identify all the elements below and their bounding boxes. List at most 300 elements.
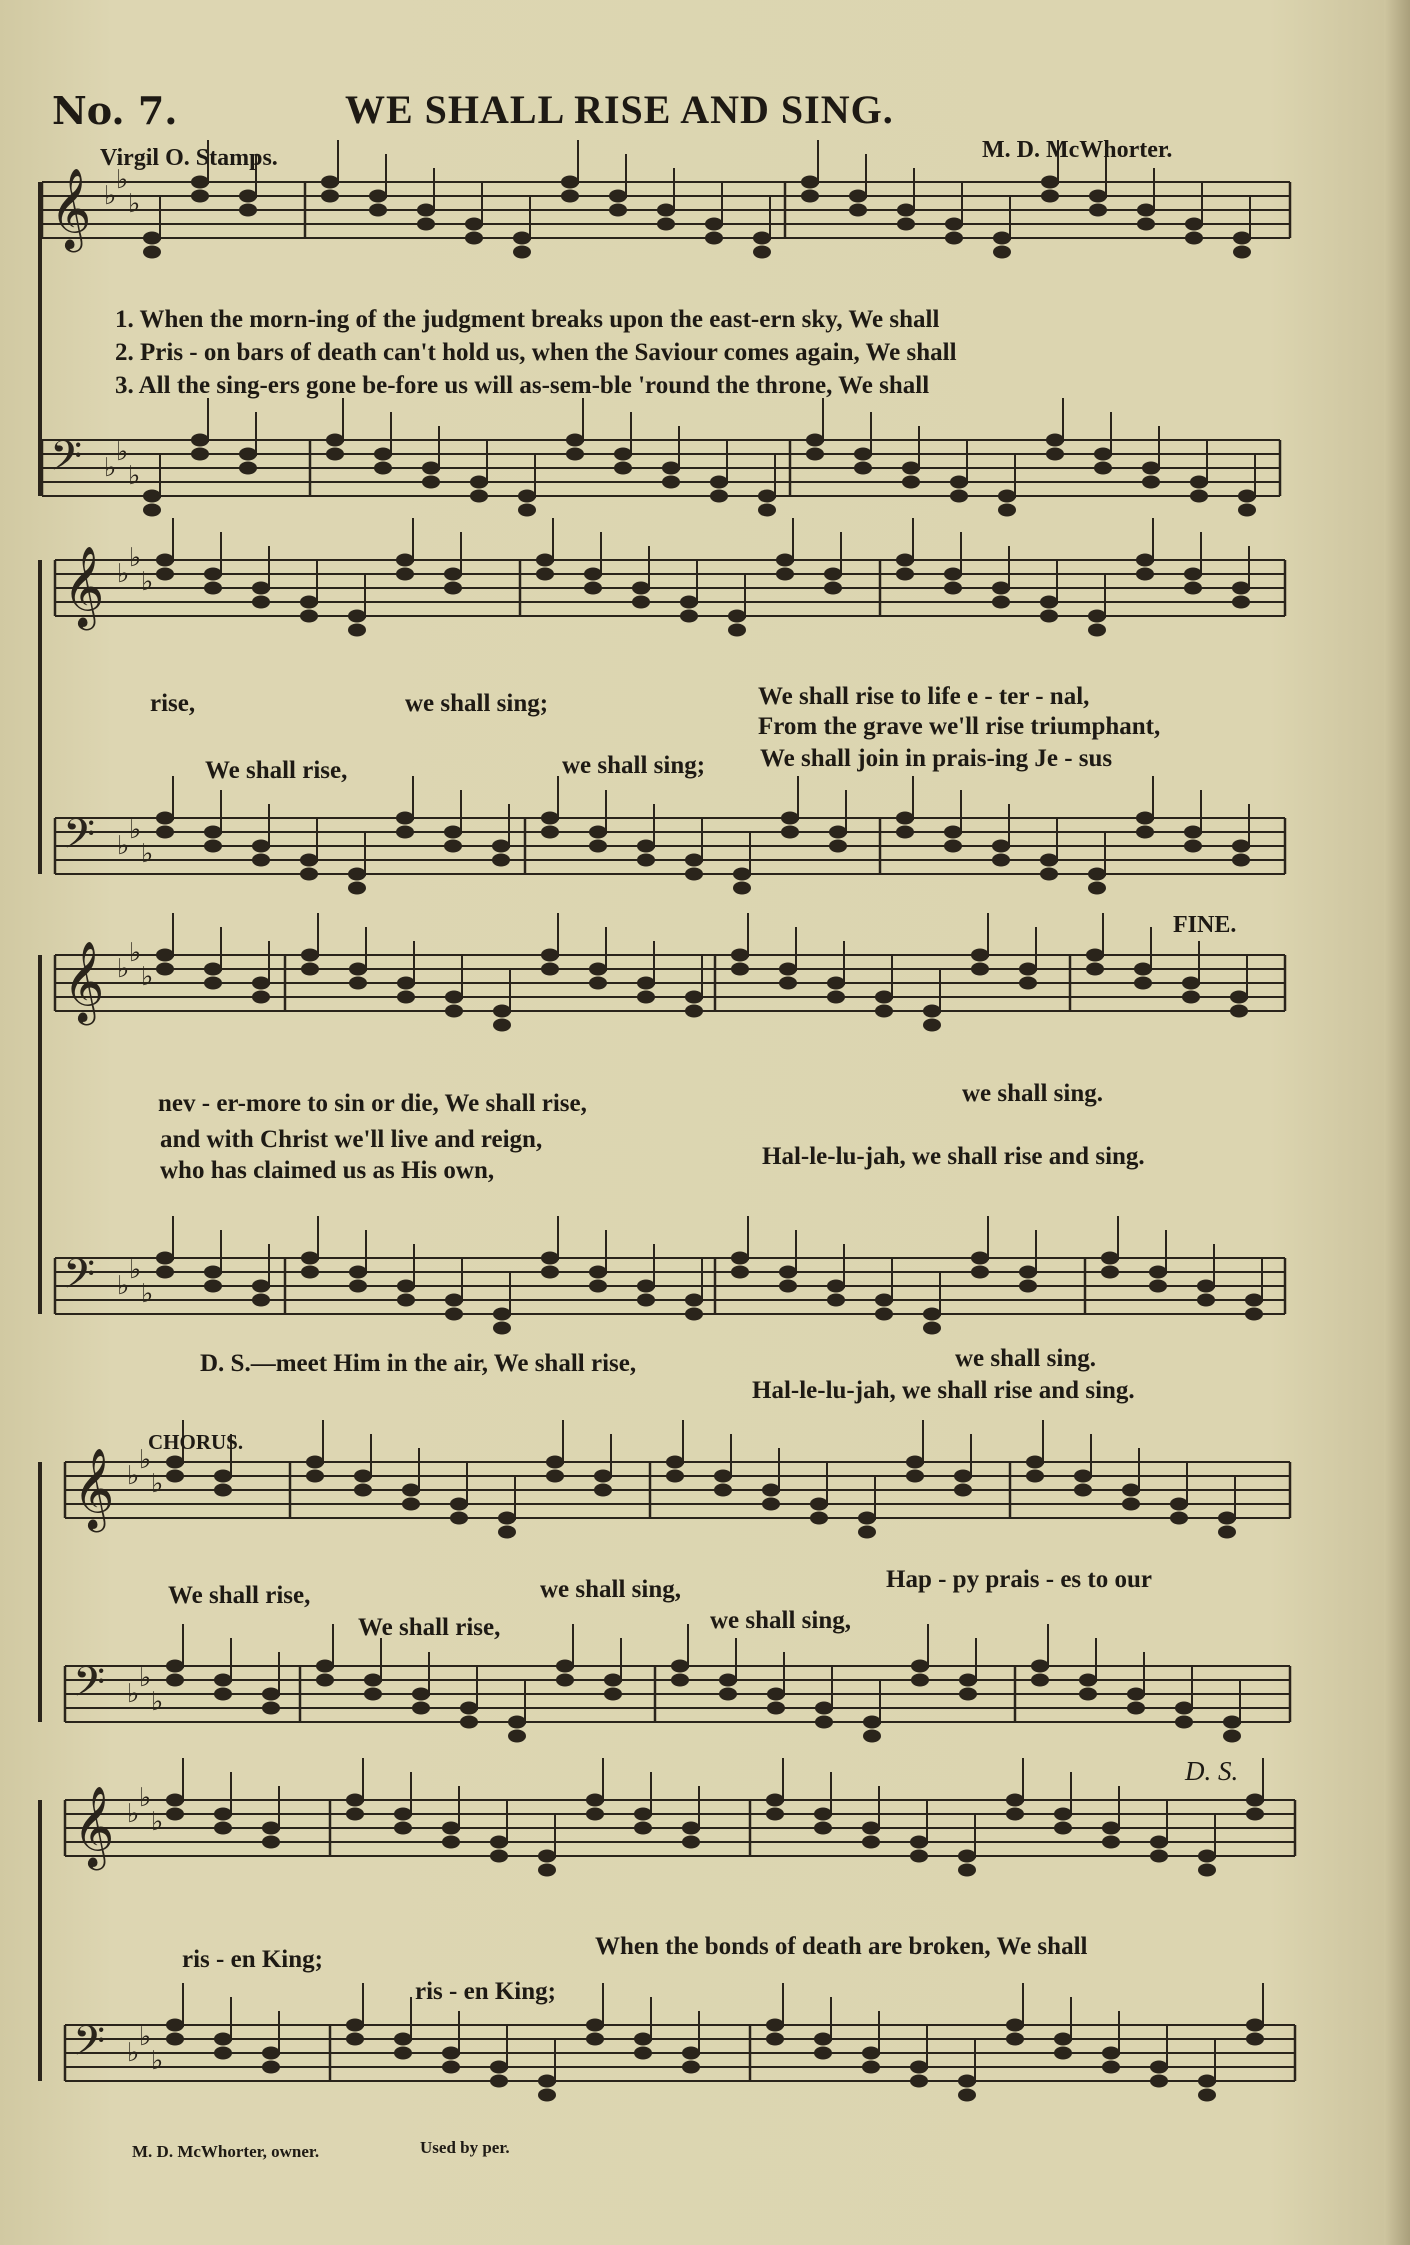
note-stem <box>230 1772 232 1816</box>
note-head <box>1246 1808 1264 1821</box>
note-head <box>632 582 650 595</box>
note-stem <box>870 412 872 456</box>
note-stem <box>782 1983 784 2027</box>
note-head <box>589 840 607 853</box>
note-head <box>252 840 270 853</box>
note-head <box>493 1019 511 1032</box>
note-head <box>349 1280 367 1293</box>
note-head <box>252 1280 270 1293</box>
note-head <box>1233 232 1251 245</box>
note-stem <box>1014 454 1016 498</box>
note-head <box>705 232 723 245</box>
note-head <box>214 1822 232 1835</box>
note-head <box>1054 2033 1072 2046</box>
note-stem <box>735 1638 737 1682</box>
lyric-risen-king-bass: ris - en King; <box>415 1978 556 2005</box>
note-head <box>1238 490 1256 503</box>
note-head <box>637 854 655 867</box>
flat-sign: ♭ <box>139 1783 152 1813</box>
note-stem <box>918 426 920 470</box>
note-head <box>944 840 962 853</box>
note-stem <box>648 546 650 590</box>
note-head <box>1006 1808 1024 1821</box>
note-head <box>586 2019 604 2032</box>
note-head <box>634 1808 652 1821</box>
note-head <box>1094 462 1112 475</box>
note-head <box>806 434 824 447</box>
note-head <box>1198 2089 1216 2102</box>
note-head <box>396 812 414 825</box>
note-stem <box>316 560 318 604</box>
note-head <box>1031 1674 1049 1687</box>
note-head <box>814 2047 832 2060</box>
note-stem <box>1248 804 1250 848</box>
note-stem <box>1035 1230 1037 1274</box>
note-head <box>1089 190 1107 203</box>
flat-sign: ♭ <box>141 839 154 869</box>
note-stem <box>605 1230 607 1274</box>
note-head <box>465 218 483 231</box>
note-stem <box>687 1624 689 1668</box>
note-head <box>682 2061 700 2074</box>
note-stem <box>413 941 415 985</box>
note-stem <box>747 913 749 957</box>
note-stem <box>365 927 367 971</box>
note-head <box>766 2033 784 2046</box>
note-head <box>637 977 655 990</box>
note-stem <box>364 574 366 618</box>
note-head <box>875 1005 893 1018</box>
note-head <box>156 568 174 581</box>
note-head <box>374 448 392 461</box>
note-stem <box>922 1420 924 1464</box>
note-stem <box>630 412 632 456</box>
hymn-title: WE SHALL RISE AND SING. <box>345 87 894 132</box>
note-head <box>444 826 462 839</box>
note-stem <box>831 1666 833 1710</box>
bass-clef: 𝄢 <box>73 1658 106 1716</box>
note-stem <box>774 454 776 498</box>
note-stem <box>610 1434 612 1478</box>
note-head <box>1054 1822 1072 1835</box>
note-head <box>1086 963 1104 976</box>
lyric-claimed: who has claimed us as His own, <box>160 1157 495 1184</box>
note-head <box>397 1294 415 1307</box>
note-stem <box>682 1420 684 1464</box>
note-stem <box>960 532 962 576</box>
note-head <box>513 232 531 245</box>
note-head <box>762 1484 780 1497</box>
note-head <box>1245 1294 1263 1307</box>
note-stem <box>797 776 799 820</box>
note-head <box>349 963 367 976</box>
note-head <box>508 1730 526 1743</box>
note-stem <box>1213 1244 1215 1288</box>
note-head <box>685 868 703 881</box>
note-stem <box>974 2039 976 2083</box>
note-stem <box>822 398 824 442</box>
note-head <box>609 204 627 217</box>
note-head <box>1046 434 1064 447</box>
note-head <box>1101 1252 1119 1265</box>
note-head <box>910 2061 928 2074</box>
note-head <box>166 2033 184 2046</box>
note-head <box>1198 1864 1216 1877</box>
note-head <box>923 1019 941 1032</box>
note-head <box>1149 1266 1167 1279</box>
note-stem <box>1201 182 1203 226</box>
note-stem <box>509 1272 511 1316</box>
note-head <box>346 2033 364 2046</box>
note-head <box>801 176 819 189</box>
treble-clef: 𝄞 <box>73 1447 115 1529</box>
note-head <box>538 1864 556 1877</box>
note-head <box>753 232 771 245</box>
note-stem <box>698 2011 700 2055</box>
note-head <box>614 448 632 461</box>
note-head <box>518 504 536 517</box>
flat-sign: ♭ <box>128 461 141 491</box>
note-head <box>444 840 462 853</box>
note-stem <box>220 790 222 834</box>
treble-clef: 𝄞 <box>50 167 92 249</box>
note-head <box>728 624 746 637</box>
fine-marker: FINE. <box>1173 912 1237 938</box>
note-stem <box>653 941 655 985</box>
note-head <box>1041 190 1059 203</box>
note-head <box>204 963 222 976</box>
note-stem <box>316 818 318 862</box>
note-head <box>954 1484 972 1497</box>
note-head <box>1218 1512 1236 1525</box>
note-stem <box>1008 804 1010 848</box>
note-head <box>824 568 842 581</box>
note-stem <box>1009 196 1011 240</box>
note-head <box>685 854 703 867</box>
note-head <box>1190 476 1208 489</box>
note-stem <box>1056 560 1058 604</box>
note-head <box>1246 2033 1264 2046</box>
note-head <box>1137 218 1155 231</box>
note-head <box>680 610 698 623</box>
lyric-never-more: nev - er-more to sin or die, We shall rise, <box>158 1090 587 1117</box>
note-head <box>470 490 488 503</box>
system-3-bass <box>55 1258 1285 1314</box>
note-head <box>1088 610 1106 623</box>
note-head <box>1232 854 1250 867</box>
note-head <box>779 977 797 990</box>
note-head <box>536 568 554 581</box>
note-stem <box>701 955 703 999</box>
note-stem <box>342 398 344 442</box>
note-stem <box>1262 1983 1264 2027</box>
note-stem <box>433 168 435 212</box>
note-head <box>815 1702 833 1715</box>
note-head <box>460 1716 478 1729</box>
note-head <box>589 826 607 839</box>
note-head <box>156 554 174 567</box>
lyric-we-shall-sing-bass: we shall sing; <box>562 752 706 779</box>
note-stem <box>744 574 746 618</box>
note-head <box>262 1702 280 1715</box>
note-stem <box>562 1420 564 1464</box>
composer-credit: M. D. McWhorter. <box>982 137 1173 163</box>
note-head <box>758 504 776 517</box>
note-head <box>321 190 339 203</box>
note-stem <box>1035 927 1037 971</box>
note-head <box>776 554 794 567</box>
note-head <box>1019 977 1037 990</box>
note-head <box>958 1850 976 1863</box>
note-head <box>906 1456 924 1469</box>
note-head <box>561 190 579 203</box>
note-head <box>1218 1526 1236 1539</box>
note-head <box>896 554 914 567</box>
note-head <box>827 1294 845 1307</box>
note-stem <box>182 1983 184 2027</box>
note-stem <box>840 532 842 576</box>
note-head <box>417 218 435 231</box>
note-head <box>1185 232 1203 245</box>
note-head <box>321 176 339 189</box>
note-head <box>204 826 222 839</box>
note-head <box>728 610 746 623</box>
note-head <box>1232 582 1250 595</box>
note-stem <box>182 1758 184 1802</box>
note-stem <box>1165 1230 1167 1274</box>
note-head <box>637 840 655 853</box>
note-stem <box>1206 440 1208 484</box>
bass-clef: 𝄢 <box>50 432 83 490</box>
note-head <box>397 1280 415 1293</box>
note-head <box>594 1470 612 1483</box>
note-head <box>753 246 771 259</box>
note-stem <box>1166 1800 1168 1844</box>
note-head <box>992 840 1010 853</box>
note-head <box>1074 1484 1092 1497</box>
note-stem <box>572 1624 574 1668</box>
note-head <box>1170 1498 1188 1511</box>
note-head <box>1184 840 1202 853</box>
note-head <box>1134 963 1152 976</box>
note-stem <box>1262 1758 1264 1802</box>
note-head <box>1136 812 1154 825</box>
note-head <box>396 554 414 567</box>
note-head <box>490 2075 508 2088</box>
note-head <box>810 1498 828 1511</box>
note-stem <box>1042 1420 1044 1464</box>
footer-owner: M. D. McWhorter, owner. <box>132 2142 320 2161</box>
note-head <box>1184 568 1202 581</box>
note-head <box>204 1266 222 1279</box>
note-stem <box>987 913 989 957</box>
note-head <box>166 1808 184 1821</box>
note-head <box>849 190 867 203</box>
lyricist-credit: Virgil O. Stamps. <box>100 145 278 171</box>
note-stem <box>1200 790 1202 834</box>
note-head <box>586 1808 604 1821</box>
note-stem <box>1143 1652 1145 1696</box>
note-head <box>239 462 257 475</box>
note-head <box>1142 476 1160 489</box>
chorus-label: CHORUS. <box>148 1430 244 1454</box>
note-stem <box>912 518 914 562</box>
note-head <box>412 1688 430 1701</box>
note-head <box>1127 1702 1145 1715</box>
verse-2-line: 2. Pris - on bars of death can't hold us, when the Saviour comes again, We shall <box>115 339 957 366</box>
note-head <box>767 1688 785 1701</box>
note-head <box>166 1660 184 1673</box>
note-head <box>1197 1294 1215 1307</box>
note-head <box>682 2047 700 2060</box>
note-head <box>262 1836 280 1849</box>
note-head <box>1040 854 1058 867</box>
note-head <box>490 1850 508 1863</box>
note-head <box>1006 1794 1024 1807</box>
note-head <box>824 582 842 595</box>
note-stem <box>1008 546 1010 590</box>
flat-sign: ♭ <box>141 962 154 992</box>
flat-sign: ♭ <box>128 189 141 219</box>
note-head <box>1150 1836 1168 1849</box>
note-head <box>671 1674 689 1687</box>
note-stem <box>1062 398 1064 442</box>
note-head <box>634 2047 652 2060</box>
note-head <box>586 2033 604 2046</box>
note-head <box>191 448 209 461</box>
note-stem <box>1150 927 1152 971</box>
note-head <box>316 1660 334 1673</box>
note-stem <box>529 196 531 240</box>
note-head <box>1006 2033 1024 2046</box>
note-head <box>944 826 962 839</box>
note-head <box>959 1674 977 1687</box>
note-head <box>954 1470 972 1483</box>
note-stem <box>795 1230 797 1274</box>
note-head <box>306 1456 324 1469</box>
lyric-bonds: When the bonds of death are broken, We shall <box>595 1933 1088 1960</box>
note-head <box>1046 448 1064 461</box>
note-head <box>604 1688 622 1701</box>
note-stem <box>418 1448 420 1492</box>
note-head <box>422 462 440 475</box>
note-head <box>1094 448 1112 461</box>
note-head <box>397 977 415 990</box>
note-stem <box>481 182 483 226</box>
note-stem <box>268 1244 270 1288</box>
note-stem <box>879 1680 881 1724</box>
note-stem <box>701 818 703 862</box>
note-head <box>166 2019 184 2032</box>
note-head <box>1198 1850 1216 1863</box>
note-head <box>394 1808 412 1821</box>
note-stem <box>172 776 174 820</box>
flat-sign: ♭ <box>104 181 117 211</box>
note-head <box>1019 1266 1037 1279</box>
note-head <box>1102 1822 1120 1835</box>
note-head <box>758 490 776 503</box>
note-head <box>239 204 257 217</box>
note-head <box>958 2089 976 2102</box>
note-head <box>1040 596 1058 609</box>
note-head <box>348 624 366 637</box>
note-head <box>470 476 488 489</box>
note-stem <box>268 546 270 590</box>
note-stem <box>364 832 366 876</box>
note-stem <box>891 955 893 999</box>
note-head <box>445 1308 463 1321</box>
note-head <box>1101 1266 1119 1279</box>
note-stem <box>747 1216 749 1260</box>
system-2-bass <box>55 818 1285 874</box>
note-stem <box>461 1258 463 1302</box>
note-head <box>300 610 318 623</box>
flat-sign: ♭ <box>117 831 130 861</box>
note-head <box>993 232 1011 245</box>
note-head <box>1150 2061 1168 2074</box>
note-stem <box>874 1476 876 1520</box>
note-head <box>1136 554 1154 567</box>
note-head <box>300 854 318 867</box>
note-head <box>513 246 531 259</box>
note-stem <box>730 1434 732 1478</box>
note-head <box>814 1822 832 1835</box>
note-stem <box>678 426 680 470</box>
note-stem <box>1117 1216 1119 1260</box>
note-head <box>814 1808 832 1821</box>
note-stem <box>1022 1983 1024 2027</box>
note-head <box>705 218 723 231</box>
note-head <box>1137 204 1155 217</box>
note-stem <box>845 790 847 834</box>
note-head <box>214 1674 232 1687</box>
note-head <box>444 582 462 595</box>
note-stem <box>182 1624 184 1668</box>
note-head <box>556 1660 574 1673</box>
note-head <box>566 434 584 447</box>
note-head <box>402 1498 420 1511</box>
note-stem <box>1118 2011 1120 2055</box>
note-head <box>402 1484 420 1497</box>
note-head <box>300 868 318 881</box>
flat-sign: ♭ <box>127 1461 140 1491</box>
note-head <box>945 232 963 245</box>
note-head <box>498 1512 516 1525</box>
note-head <box>992 854 1010 867</box>
note-head <box>396 826 414 839</box>
note-stem <box>865 154 867 198</box>
note-stem <box>460 532 462 576</box>
note-head <box>541 1266 559 1279</box>
note-stem <box>653 804 655 848</box>
note-stem <box>412 518 414 562</box>
note-head <box>731 949 749 962</box>
chorus-we-shall-sing: we shall sing, <box>540 1576 682 1603</box>
note-stem <box>602 1758 604 1802</box>
note-head <box>1088 624 1106 637</box>
verse-1-line: 1. When the morn-ing of the judgment breaks upon the east-ern sky, We shall <box>115 306 940 333</box>
note-head <box>827 991 845 1004</box>
note-head <box>156 1266 174 1279</box>
note-stem <box>466 1462 468 1506</box>
note-head <box>637 991 655 1004</box>
note-head <box>1031 1660 1049 1673</box>
note-stem <box>508 804 510 848</box>
note-head <box>1246 1794 1264 1807</box>
note-stem <box>458 2011 460 2055</box>
note-head <box>490 1836 508 1849</box>
note-head <box>666 1470 684 1483</box>
